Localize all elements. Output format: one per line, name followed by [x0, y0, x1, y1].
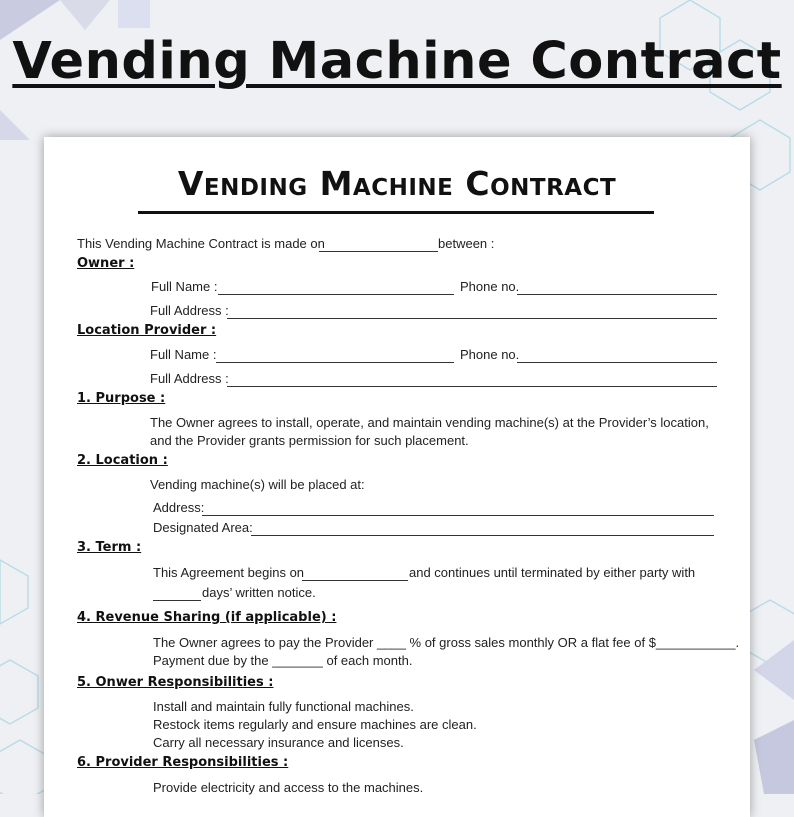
- banner-title: Vending Machine Contract: [12, 32, 782, 91]
- term-line-2: days’ written notice.: [202, 585, 316, 600]
- owner-responsibilities-heading: 5. Onwer Responsibilities :: [77, 675, 274, 690]
- intro-prefix: This Vending Machine Contract is made on: [77, 236, 325, 251]
- provider-address-field[interactable]: [227, 386, 717, 387]
- purpose-heading: 1. Purpose :: [77, 391, 166, 406]
- revenue-line-1: The Owner agrees to pay the Provider ____ % of gross sales monthly OR a flat fee of $___________.: [153, 635, 740, 650]
- intro-suffix: between :: [438, 236, 495, 251]
- notice-days-field[interactable]: [153, 600, 201, 601]
- owner-full-name-field[interactable]: [218, 294, 454, 295]
- location-heading: 2. Location :: [77, 453, 168, 468]
- provider-full-name-field[interactable]: [216, 362, 454, 363]
- owner-heading: Owner :: [77, 256, 135, 271]
- provider-resp-item: Provide electricity and access to the machines.: [153, 780, 424, 795]
- provider-phone-label: Phone no.: [460, 347, 520, 362]
- location-intro: Vending machine(s) will be placed at:: [150, 477, 365, 492]
- owner-resp-item: Restock items regularly and ensure machines are clean.: [153, 717, 477, 732]
- revenue-heading: 4. Revenue Sharing (if applicable) :: [77, 610, 337, 625]
- owner-resp-item: Carry all necessary insurance and licenses.: [153, 735, 404, 750]
- owner-address-field[interactable]: [227, 318, 717, 319]
- document-title: Vending Machine Contract: [177, 164, 617, 203]
- provider-address-label: Full Address :: [150, 371, 229, 386]
- contract-date-field[interactable]: [319, 251, 438, 252]
- owner-phone-field[interactable]: [517, 294, 717, 295]
- provider-full-name-label: Full Name :: [150, 347, 217, 362]
- designated-area-field[interactable]: [251, 535, 714, 536]
- purpose-line-1: The Owner agrees to install, operate, and maintain vending machine(s) at the Provider’s location,: [150, 415, 709, 430]
- location-provider-heading: Location Provider :: [77, 323, 217, 338]
- term-heading: 3. Term :: [77, 540, 142, 555]
- revenue-line-2: Payment due by the _______ of each month.: [153, 653, 413, 668]
- location-address-label: Address:: [153, 500, 205, 515]
- owner-address-label: Full Address :: [150, 303, 229, 318]
- designated-area-label: Designated Area:: [153, 520, 253, 535]
- term-start-date-field[interactable]: [302, 580, 408, 581]
- term-line-1-prefix: This Agreement begins on: [153, 565, 305, 580]
- purpose-line-2: and the Provider grants permission for such placement.: [150, 433, 469, 448]
- title-underline: [138, 211, 654, 214]
- owner-resp-item: Install and maintain fully functional machines.: [153, 699, 414, 714]
- provider-responsibilities-heading: 6. Provider Responsibilities :: [77, 755, 289, 770]
- owner-full-name-label: Full Name :: [151, 279, 218, 294]
- owner-phone-label: Phone no.: [460, 279, 520, 294]
- term-line-1-suffix: and continues until terminated by either party with: [409, 565, 696, 580]
- location-address-field[interactable]: [202, 515, 714, 516]
- provider-phone-field[interactable]: [517, 362, 717, 363]
- contract-page: [44, 137, 750, 817]
